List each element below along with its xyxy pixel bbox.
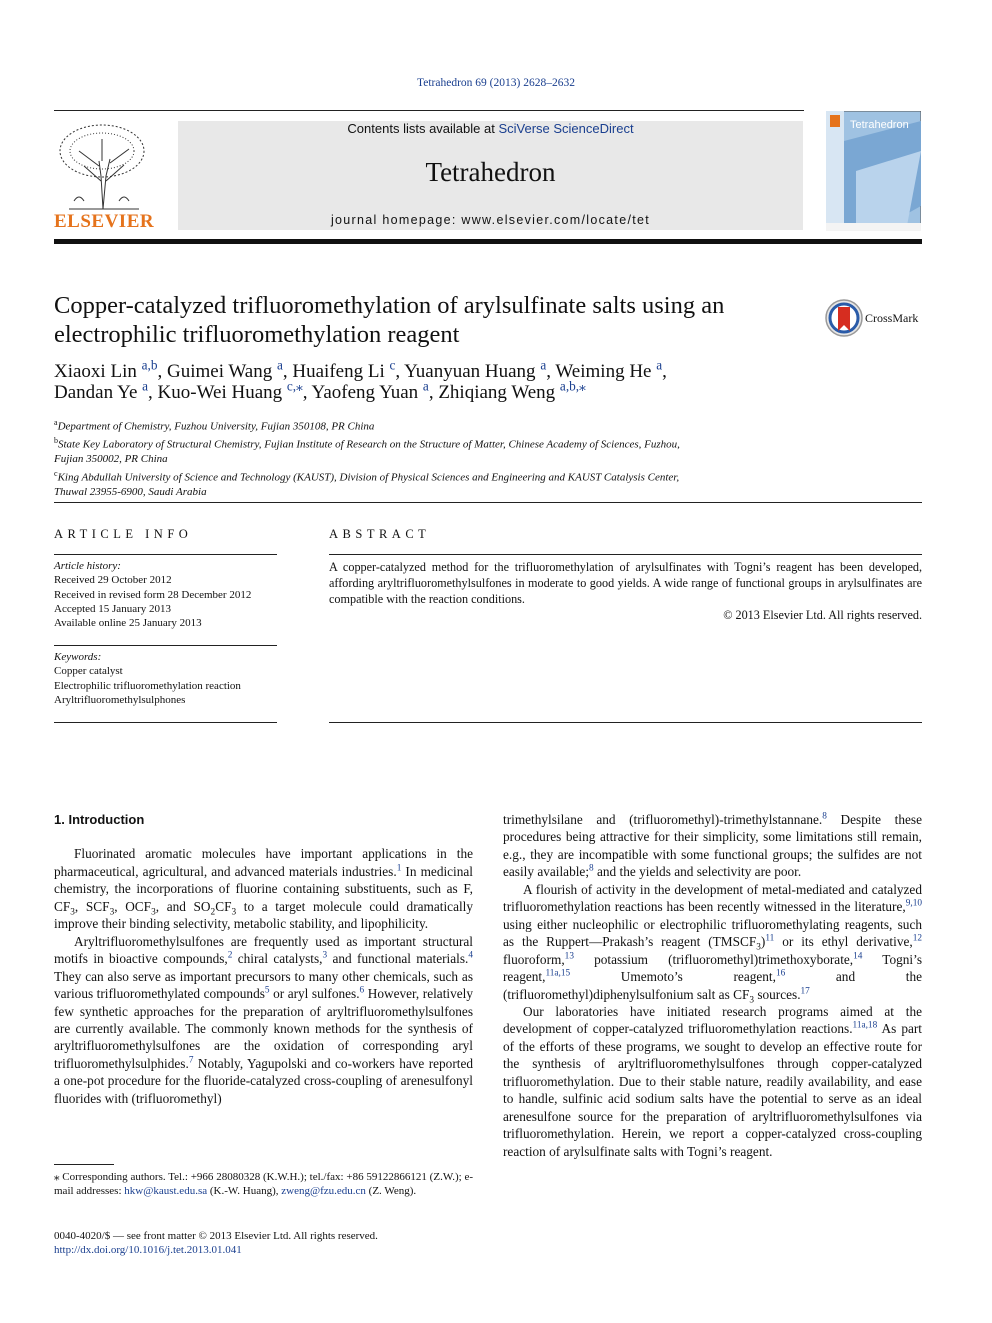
paragraph: Our laboratories have initiated research programs aimed at the development of copper-catalyzed trifluoromethylation reactions.$^{11a,18}$ As part of the efforts of these programs, we sought to develop an effective route for the synthesis of aryltrifluoromethylsulfones through copper-catalyzed trifluoromethylation. Due to their stable nature, readily availability, and ease to handle, sulfinic acid sodium salts have the potential to serve as an ideal arenesulfone source for the preparation of aryltrifluoromethylsulfones via trifluoromethylation. Herein, we report a copper-catalyzed cross-coupling reaction of arylsulfinate salts with Togni’s reagent. xyxy=(503,1003,922,1159)
affiliation-mark: b xyxy=(54,436,58,446)
history-entry: Available online 25 January 2013 xyxy=(54,617,202,630)
keywords-label: Keywords: xyxy=(54,651,102,663)
author-affiliation-mark[interactable]: a,b xyxy=(141,357,158,373)
paragraph: Fluorinated aromatic molecules have important applications in the pharmaceutical, agricultural, and advanced materials industries.$^1$ In medicinal chemistry, the incorporations of fluorine containing substituents, such as F, $CF_3$, $SCF_3$, $OCF_3$, and $SO_2CF_3$ to a target molecule could dramatically improve their binding selectivity, metabolic stability, and lipophilicity. xyxy=(54,846,474,932)
author-line-1: Xiaoxi Lin $^{a,b}$, Guimei Wang $^a$, Huaifeng Li $^c$, Yuanyuan Huang $^a$, Weiming He $^a$, xyxy=(54,357,667,382)
body-column-left xyxy=(54,811,473,1107)
journal-title: Tetrahedron xyxy=(425,157,556,187)
article-info-bottom-rule xyxy=(54,722,277,723)
abstract-body xyxy=(329,559,922,623)
author-name: Xiaoxi Lin xyxy=(54,361,142,382)
front-matter-copyright: 0040-4020/$ — see front matter © 2013 Elsevier Ltd. All rights reserved. xyxy=(54,1230,378,1242)
author-name: Huaifeng Li xyxy=(292,361,390,382)
affiliation xyxy=(54,434,814,452)
crossmark-label: CrossMark xyxy=(865,311,919,325)
front-matter xyxy=(54,1229,554,1258)
article-title: Copper-catalyzed trifluoromethylation of arylsulfinate salts using an electrophilic trifluoromethylation reagent xyxy=(54,292,725,348)
history-label: Article history: xyxy=(54,560,121,572)
author-name: Zhiqiang Weng xyxy=(438,382,560,403)
journal-homepage[interactable]: journal homepage: www.elsevier.com/locate/tet xyxy=(330,213,651,227)
article-history xyxy=(54,559,284,630)
author-name: Weiming He xyxy=(555,361,657,382)
author-name: Guimei Wang xyxy=(166,361,277,382)
title-block-rule xyxy=(54,502,922,503)
author-name: Yuanyuan Huang xyxy=(404,361,541,382)
affiliation xyxy=(54,467,814,485)
abstract-text: A copper-catalyzed method for the trifluoromethylation of arylsulfinates with Togni’s reagent has been developed, affording aryltrifluoromethylsulfones in moderate to good yields. A wide range of functional groups in arylsulfinates are compatible with the reaction conditions. xyxy=(329,560,922,606)
contents-line: Contents lists available at SciVerse ScienceDirect xyxy=(347,121,634,136)
crossmark-badge[interactable] xyxy=(824,297,924,339)
author-affiliation-mark[interactable]: a xyxy=(540,357,547,373)
author-name: Yaofeng Yuan xyxy=(311,382,423,403)
paragraph: A flourish of activity in the development of metal-mediated and catalyzed trifluoromethylation reactions has been recently witnessed in the literature,$^{9,10}$ using either nucleophilic or electrophilic trifluoromethylating reagents, such as the Ruppert—Prakash’s reagent $(TMSCF_3)^{11}$ or its ethyl derivative,$^{12}$ fluoroform,$^{13}$ potassium (trifluoromethyl)trimethoxyborate,$^{14}$ Togni’s reagent,$^{11a,15}$ Umemoto’s reagent,$^{16}$ and the (trifluoromethyl)diphenylsulfonium salt as $CF_3$ sources.$^{17}$ xyxy=(503,881,922,1006)
keywords xyxy=(54,650,284,707)
author-affiliation-mark[interactable]: a xyxy=(422,378,429,394)
author-affiliation-mark[interactable]: a xyxy=(142,378,149,394)
affiliation xyxy=(54,416,814,434)
affiliation xyxy=(54,452,814,467)
body-column-right xyxy=(503,811,922,1160)
affiliation-text: State Key Laboratory of Structural Chemistry, Fujian Institute of Research on the Structure of Matter, Chinese Academy of Sciences, Fuzhou, xyxy=(58,438,680,451)
corresponding-author-footnote: ⁎ Corresponding authors. Tel.: +966 28080328 (K.W.H.); tel./fax: +86 59122866121 (Z.W.); e-mail addresses: hkw@kaust.edu.sa (K.-W. Huang), zweng@fzu.edu.cn (Z. Weng). xyxy=(54,1171,473,1198)
paragraph: Aryltrifluoromethylsulfones are frequently used as important structural motifs in bioactive compounds,$^2$ chiral catalysts,$^3$ and functional materials.$^4$ They can also serve as important precursors to many other chemicals, such as various trifluoromethylated compounds$^5$ or aryl sulfones.$^6$ However, relatively few synthetic approaches for the preparation of aryltrifluoromethylsulfones are currently available. The commonly known methods for the synthesis of aryltrifluoromethylsulfones are the oxidation of corresponding aryl trifluoromethylsulphides.$^7$ Notably, Yagupolski and co-workers have reported a one-pot procedure for the fluoride-catalyzed cross-coupling of arenesulfonyl fluorides with (trifluoromethyl) xyxy=(54,933,474,1106)
article-info-heading: ARTICLE INFO xyxy=(54,527,193,541)
section-heading-introduction: 1. Introduction xyxy=(54,812,145,827)
author-name: Kuo-Wei Huang xyxy=(157,382,287,403)
header-thick-rule xyxy=(54,239,922,244)
sciencedirect-link[interactable]: SciVerse ScienceDirect xyxy=(498,121,634,136)
doi-link[interactable]: http://dx.doi.org/10.1016/j.tet.2013.01.041 xyxy=(54,1244,242,1257)
author-affiliation-mark[interactable]: a xyxy=(276,357,283,373)
affiliation-mark: a xyxy=(54,418,58,427)
author-affiliation-mark[interactable]: a xyxy=(656,357,663,373)
cover-title: Tetrahedron xyxy=(850,119,909,131)
affiliation-mark: c xyxy=(54,468,58,478)
keywords-rule xyxy=(54,645,277,646)
abstract-heading: ABSTRACT xyxy=(329,527,431,541)
affiliation-list xyxy=(54,416,814,499)
author-affiliation-mark[interactable]: c,⁎ xyxy=(286,378,303,394)
journal-reference[interactable]: Tetrahedron 69 (2013) 2628–2632 xyxy=(417,77,575,89)
affiliation-text: Fujian 350002, PR China xyxy=(54,453,168,466)
author-list xyxy=(54,357,854,403)
footnote-rule xyxy=(54,1164,114,1165)
abstract-copyright: © 2013 Elsevier Ltd. All rights reserved. xyxy=(723,608,922,622)
affiliation-text: Thuwal 23955-6900, Saudi Arabia xyxy=(54,485,207,498)
history-entry: Accepted 15 January 2013 xyxy=(54,602,171,615)
affiliation-text: Department of Chemistry, Fuzhou University, Fujian 350108, PR China xyxy=(57,420,375,433)
abstract-bottom-rule xyxy=(329,722,922,723)
article-info-rule xyxy=(54,554,277,555)
affiliation xyxy=(54,485,814,500)
author-affiliation-mark[interactable]: a,b,⁎ xyxy=(559,378,586,394)
keyword: Copper catalyst xyxy=(54,665,123,678)
author-line-2: Dandan Ye $^a$, Kuo-Wei Huang $^{c,⁎}$, Yaofeng Yuan $^a$, Zhiqiang Weng $^{a,b,⁎}$ xyxy=(54,378,586,403)
affiliation-text: King Abdullah University of Science and Technology (KAUST), Division of Physical Sciences and Engineering and KAUST Catalysis Center, xyxy=(57,471,680,484)
keyword: Electrophilic trifluoromethylation reaction xyxy=(54,679,241,692)
author-affiliation-mark[interactable]: c xyxy=(389,357,396,373)
history-entry: Received 29 October 2012 xyxy=(54,574,172,587)
journal-cover-image xyxy=(826,111,921,231)
top-rule xyxy=(54,110,804,111)
keyword: Aryltrifluoromethylsulphones xyxy=(54,693,186,706)
email-link-weng[interactable]: zweng@fzu.edu.cn xyxy=(281,1185,366,1198)
history-entry: Received in revised form 28 December 2012 xyxy=(54,588,252,601)
email-link-huang[interactable]: hkw@kaust.edu.sa xyxy=(124,1185,208,1198)
paragraph: trimethylsilane and (trifluoromethyl)-trimethylstannane.$^8$ Despite these procedures being attractive for their simplicity, some limitations still remain, e.g., they are incompatible with some functional groups; the sulfides are not easily available;$^8$ and the yields and selectivity are poor. xyxy=(503,811,922,880)
elsevier-wordmark: ELSEVIER xyxy=(54,211,155,232)
author-name: Dandan Ye xyxy=(54,382,143,403)
abstract-rule xyxy=(329,554,922,555)
